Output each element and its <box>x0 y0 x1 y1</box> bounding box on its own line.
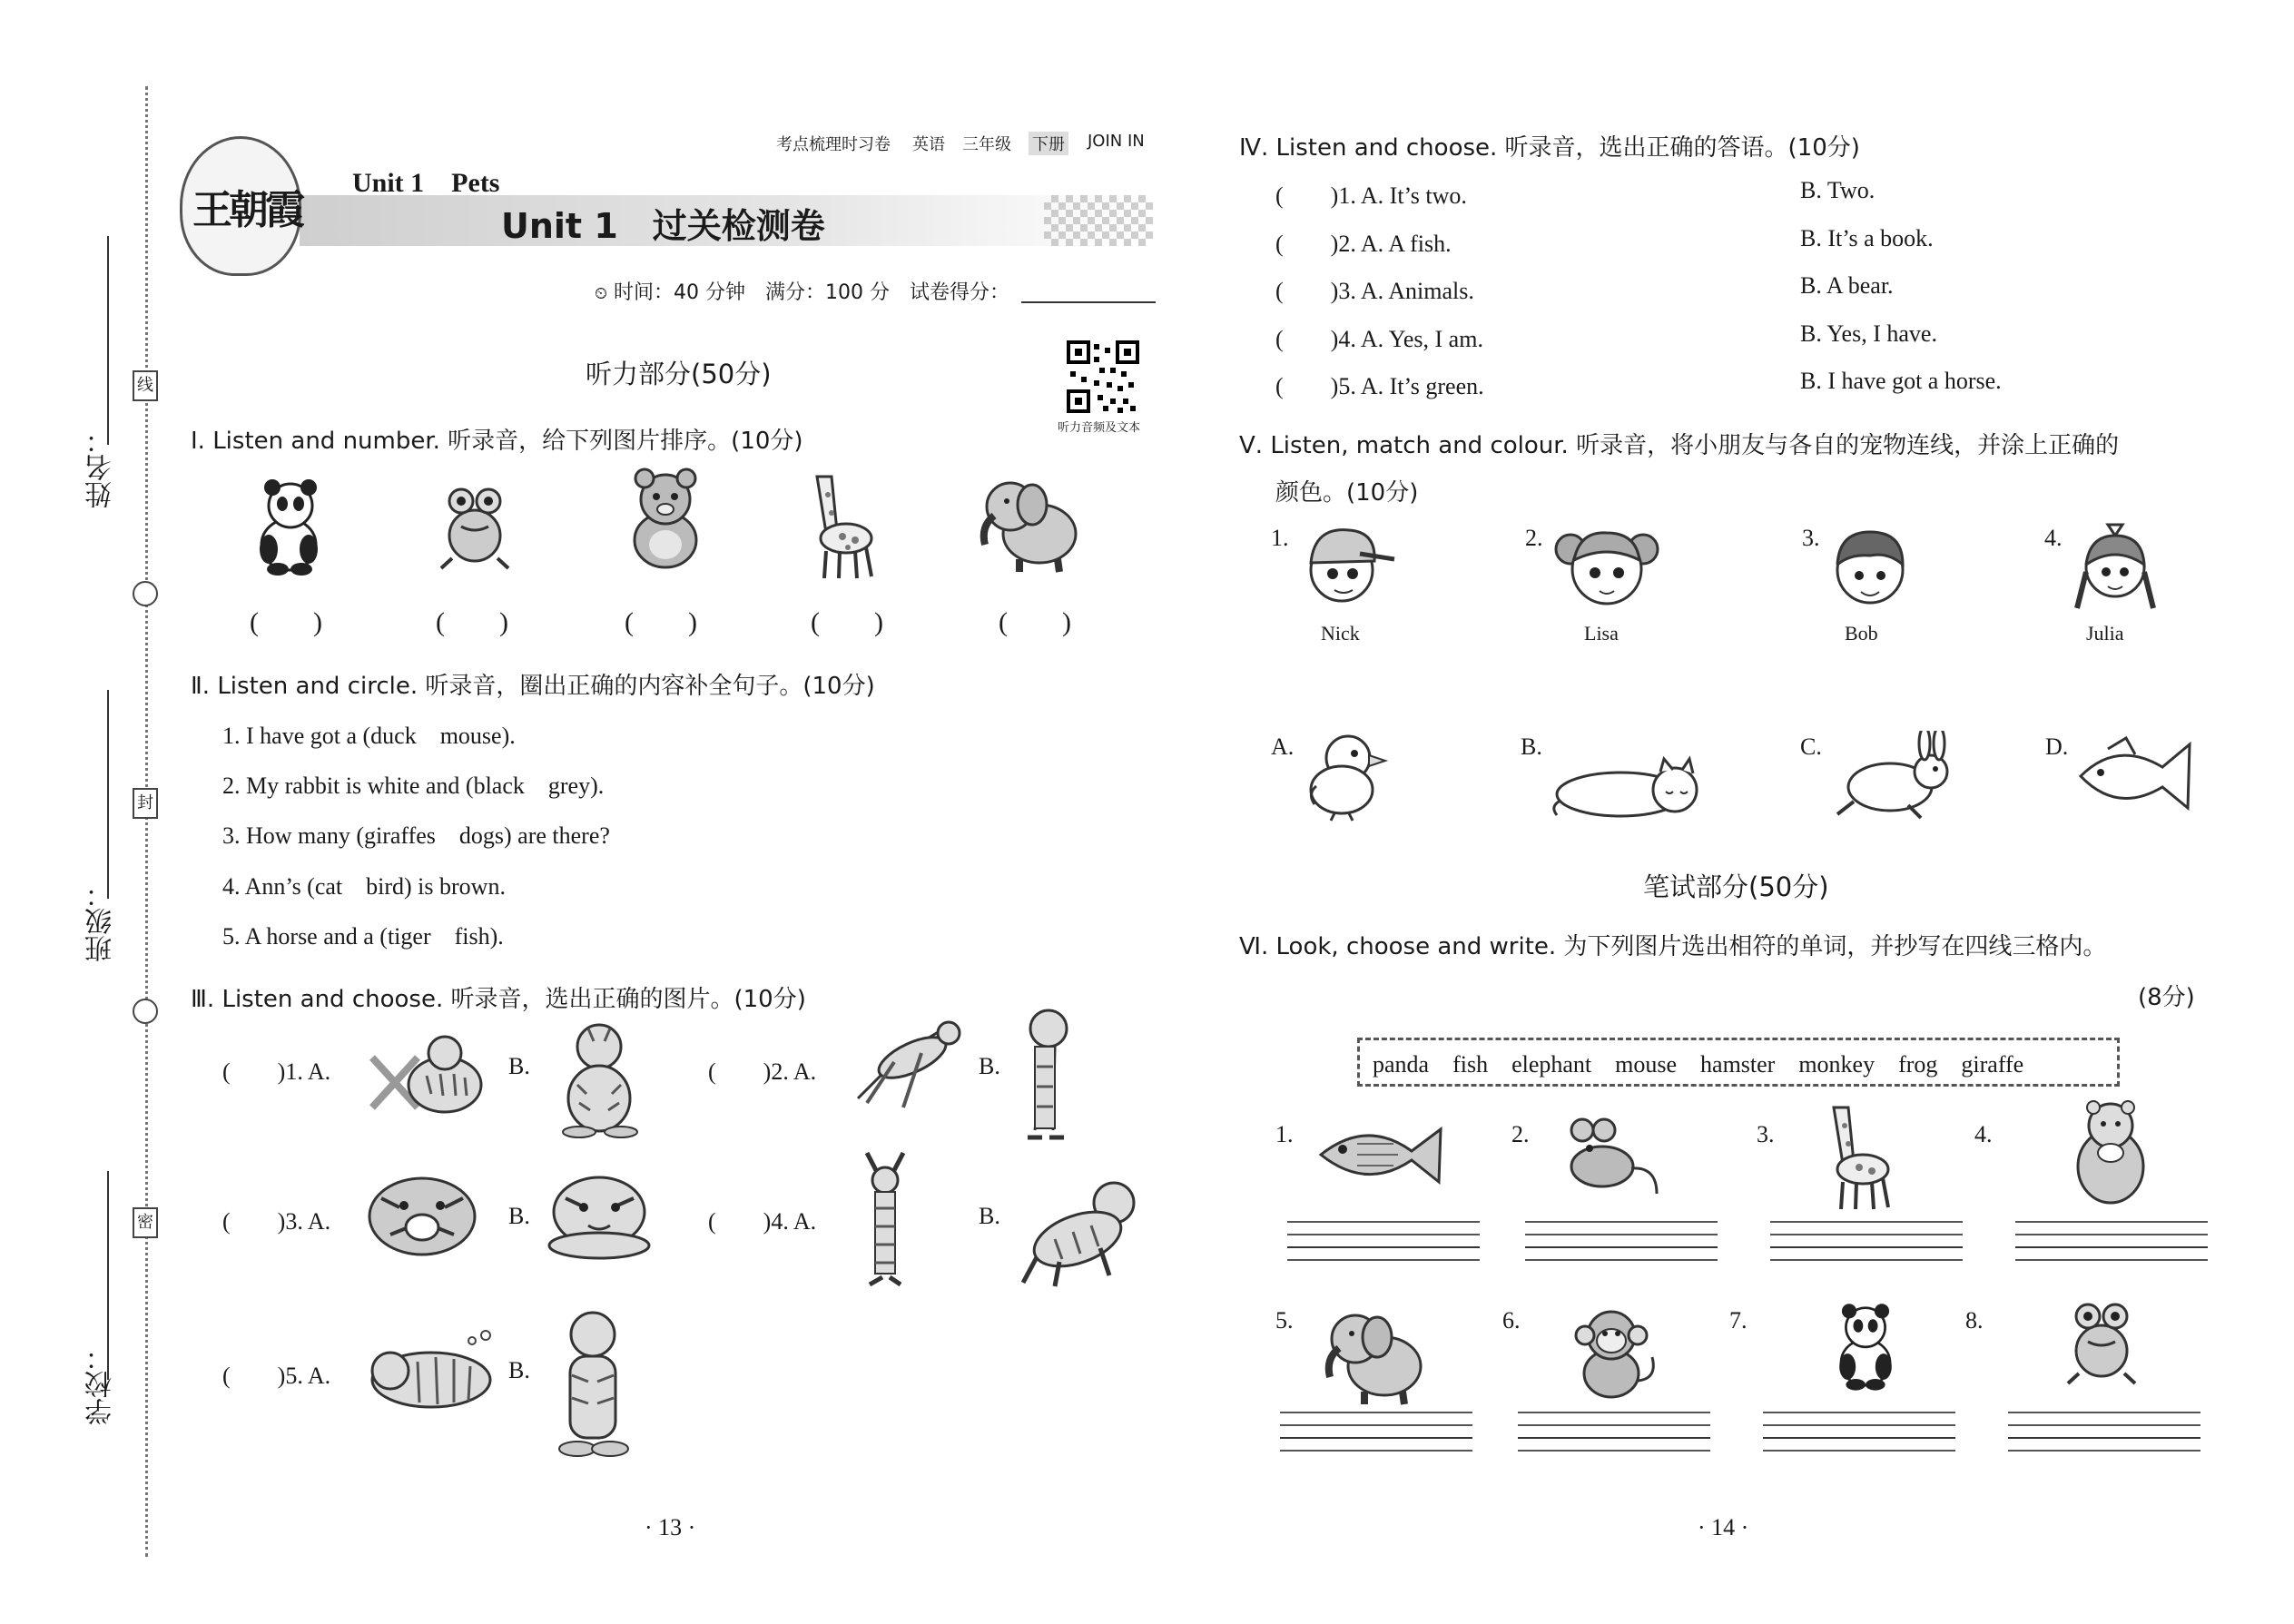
boy-icon <box>1825 517 1915 622</box>
section-2-title: Ⅱ. Listen and circle. 听录音，圈出正确的内容补全句子。(10分) <box>191 673 875 700</box>
logo-text: 王朝霞 <box>192 187 301 233</box>
edition-label: JOIN IN <box>1088 132 1145 151</box>
qr-code[interactable] <box>1067 340 1139 413</box>
kid-number: 3. <box>1802 525 1820 551</box>
choice-item-1[interactable]: ( )1. A. <box>222 1058 331 1085</box>
margin-circle-mark <box>133 581 158 606</box>
kid-name-bob: Bob <box>1845 622 1878 645</box>
answer-blank[interactable]: ( ) <box>625 607 697 637</box>
tiger-icon <box>853 1148 917 1298</box>
giraffe-icon <box>790 468 881 586</box>
write-item-number: 1. <box>1275 1121 1294 1147</box>
panda-icon <box>243 477 334 581</box>
giraffe-icon <box>1807 1098 1897 1216</box>
answer-item-4-b[interactable]: B. Yes, I have. <box>1800 320 1937 347</box>
write-item-number: 3. <box>1757 1121 1775 1147</box>
tiger-icon <box>363 1030 490 1126</box>
clock-icon: ⏲ <box>595 284 608 303</box>
choice-item-4[interactable]: ( )4. A. <box>708 1208 817 1235</box>
section-4-title: Ⅳ. Listen and choose. 听录音，选出正确的答语。(10分) <box>1239 134 1860 162</box>
answer-item-5-a[interactable]: ( )5. A. It’s green. <box>1275 373 1484 399</box>
circle-item-4: 4. Ann’s (cat bird) is brown. <box>222 873 506 900</box>
bird-icon <box>1298 726 1389 826</box>
exam-info-text: 时间：40 分钟 满分：100 分 试卷得分： <box>614 281 1010 304</box>
answer-blank[interactable]: ( ) <box>436 607 508 637</box>
answer-item-3-a[interactable]: ( )3. A. Animals. <box>1275 278 1474 304</box>
series-label: 考点梳理时习卷 <box>776 135 891 154</box>
sleeping-tiger-icon <box>363 1330 499 1425</box>
girl-with-buns-icon <box>1552 513 1661 622</box>
term-label: 下册 <box>1029 132 1068 155</box>
tiger-face-icon <box>543 1171 656 1266</box>
write-item-number: 2. <box>1511 1121 1530 1147</box>
subject-label: 英语 <box>912 135 945 154</box>
monkey-icon <box>1561 1303 1661 1407</box>
tiger-icon <box>543 1307 643 1466</box>
fish-icon <box>1312 1118 1448 1196</box>
answer-item-1-a[interactable]: ( )1. A. It’s two. <box>1275 182 1467 209</box>
answer-item-2-a[interactable]: ( )2. A. A fish. <box>1275 231 1452 257</box>
binding-dotted-line <box>145 86 148 1557</box>
elephant-icon <box>1321 1303 1430 1412</box>
kid-name-lisa: Lisa <box>1584 622 1619 645</box>
kid-name-julia: Julia <box>2086 622 2124 645</box>
section-6-title: Ⅵ. Look, choose and write. 为下列图片选出相符的单词，并抄写在四线三格内。 <box>1239 933 2107 960</box>
answer-item-2-b[interactable]: B. It’s a book. <box>1800 225 1934 251</box>
margin-circle-mark <box>133 999 158 1024</box>
answer-blank[interactable]: ( ) <box>811 607 883 637</box>
pet-letter: C. <box>1800 733 1822 760</box>
writing-grid[interactable] <box>1287 1221 1480 1272</box>
cat-icon <box>1548 753 1711 826</box>
choice-b-label[interactable]: B. <box>508 1053 530 1079</box>
choice-item-5[interactable]: ( )5. A. <box>222 1363 331 1389</box>
tiger-face-icon <box>363 1171 481 1266</box>
grade-label: 三年级 <box>962 135 1011 154</box>
pet-letter: D. <box>2045 733 2069 760</box>
score-underline[interactable] <box>1021 301 1156 303</box>
listening-heading: 听力部分(50分) <box>586 359 772 389</box>
kid-number: 4. <box>2044 525 2063 551</box>
school-label: 学校： <box>85 1343 117 1425</box>
write-item-number: 4. <box>1974 1121 1993 1147</box>
writing-grid[interactable] <box>1763 1412 1955 1462</box>
pet-letter: A. <box>1271 733 1295 760</box>
answer-item-1-b[interactable]: B. Two. <box>1800 177 1876 203</box>
page-number-left: · 13 · <box>645 1514 696 1540</box>
girl-with-pigtails-icon <box>2070 517 2161 626</box>
elephant-icon <box>976 470 1085 579</box>
mouse-icon <box>1557 1112 1666 1207</box>
pet-letter: B. <box>1521 733 1542 760</box>
writing-grid[interactable] <box>1770 1221 1963 1272</box>
kid-number: 1. <box>1271 525 1289 551</box>
choice-b-label[interactable]: B. <box>979 1053 1000 1079</box>
kid-name-nick: Nick <box>1321 622 1360 645</box>
class-underline <box>107 690 109 899</box>
answer-blank[interactable]: ( ) <box>250 607 322 637</box>
name-label: 姓名： <box>85 427 117 508</box>
section-5-title: Ⅴ. Listen, match and colour. 听录音，将小朋友与各自的宠物连线，并涂上正确的 <box>1239 432 2120 459</box>
answer-item-4-a[interactable]: ( )4. A. Yes, I am. <box>1275 326 1483 352</box>
answer-item-5-b[interactable]: B. I have got a horse. <box>1800 368 2002 394</box>
kid-number: 2. <box>1525 525 1543 551</box>
tiger-icon <box>849 1017 967 1121</box>
tiger-icon <box>1009 1176 1146 1294</box>
page-number-right: · 14 · <box>1698 1514 1749 1540</box>
panda-icon <box>1825 1296 1906 1401</box>
word-bank: panda fish elephant mouse hamster monkey frog giraffe <box>1373 1051 2024 1078</box>
boy-with-cap-icon <box>1296 517 1396 622</box>
write-item-number: 7. <box>1729 1307 1748 1334</box>
choice-b-label[interactable]: B. <box>508 1203 530 1229</box>
exam-info <box>595 277 1009 305</box>
circle-item-2: 2. My rabbit is white and (black grey). <box>222 773 605 799</box>
qr-caption: 听力音频及文本 <box>1058 421 1141 435</box>
writing-grid[interactable] <box>1518 1412 1710 1462</box>
seal-mark-feng: 封 <box>133 788 158 819</box>
section-5-title-line2: 颜色。(10分) <box>1275 479 1419 507</box>
section-6-score: (8分) <box>2138 984 2195 1011</box>
circle-item-1: 1. I have got a (duck mouse). <box>222 723 516 749</box>
write-item-number: 6. <box>1502 1307 1521 1334</box>
choice-b-label[interactable]: B. <box>979 1203 1000 1229</box>
hamster-icon <box>2070 1098 2151 1212</box>
answer-blank[interactable]: ( ) <box>999 607 1071 637</box>
bear-icon <box>620 468 711 576</box>
rabbit-icon <box>1826 731 1963 826</box>
unit-subtitle: Unit 1 Pets <box>352 168 500 198</box>
name-underline <box>107 236 109 445</box>
choice-b-label[interactable]: B. <box>508 1357 530 1383</box>
writing-grid[interactable] <box>2015 1221 2208 1272</box>
writing-grid[interactable] <box>2008 1412 2200 1462</box>
writing-heading: 笔试部分(50分) <box>1643 871 1829 902</box>
choice-item-2[interactable]: ( )2. A. <box>708 1058 817 1085</box>
section-3-title: Ⅲ. Listen and choose. 听录音，选出正确的图片。(10分) <box>191 986 806 1013</box>
seal-mark-mi: 密 <box>133 1207 158 1238</box>
writing-grid[interactable] <box>1525 1221 1718 1272</box>
circle-item-5: 5. A horse and a (tiger fish). <box>222 923 504 950</box>
section-1-title: Ⅰ. Listen and number. 听录音，给下列图片排序。(10分) <box>191 428 803 455</box>
tiger-icon <box>1008 1003 1089 1153</box>
tiger-icon <box>543 1021 656 1144</box>
frog-icon <box>2061 1296 2142 1392</box>
circle-item-3: 3. How many (giraffes dogs) are there? <box>222 822 610 849</box>
frog-icon <box>434 481 516 576</box>
choice-item-3[interactable]: ( )3. A. <box>222 1208 331 1235</box>
answer-item-3-b[interactable]: B. A bear. <box>1800 272 1894 299</box>
banner-checker-pattern <box>1044 195 1153 246</box>
write-item-number: 8. <box>1965 1307 1984 1334</box>
page-title: Unit 1 过关检测卷 <box>501 206 825 246</box>
writing-grid[interactable] <box>1280 1412 1472 1462</box>
class-label: 班级： <box>85 881 117 962</box>
seal-mark-xian: 线 <box>133 370 158 401</box>
fish-icon <box>2072 731 2199 826</box>
write-item-number: 5. <box>1275 1307 1294 1334</box>
